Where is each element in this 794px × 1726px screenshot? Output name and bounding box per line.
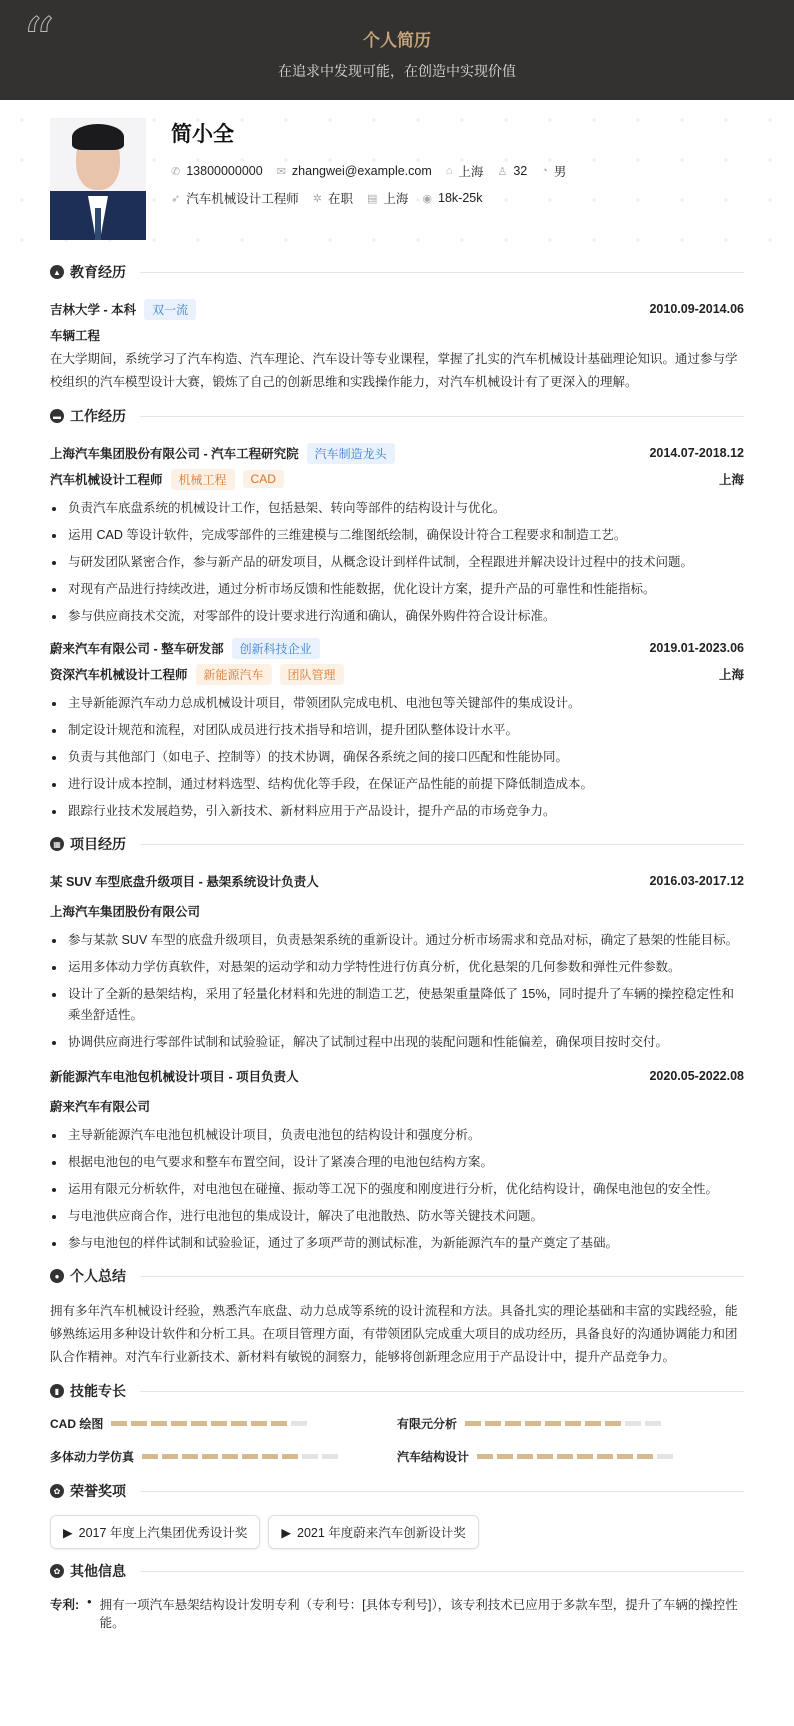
briefcase-icon: ▬: [50, 409, 64, 423]
quote-icon: “: [22, 5, 55, 79]
skill-item: [50, 1448, 397, 1465]
work-city: 上海: [718, 668, 744, 682]
list-item: 运用多体动力学仿真软件，对悬架的运动学和动力学特性进行仿真分析，优化悬架的几何参数和弹性元件参数。: [50, 957, 744, 978]
page-subtitle: 在追求中发现可能，在创造中实现价值: [278, 63, 516, 79]
skill-level-segment: [497, 1454, 513, 1459]
summary-text: 拥有多年汽车机械设计经验，熟悉汽车底盘、动力总成等系统的设计流程和方法。具备扎实的理论基础和丰富的实践经验，能够熟练运用多种设计软件和分析工具。在项目管理方面，有带领团队完成重大项目的成功经历，具备良好的沟通协调能力和团队合作精神。对汽车行业新技术、新材料有敏锐的洞察力，能够将创新理念应用于产品设计中，提升产品竞争力。: [50, 1304, 738, 1364]
target-position: 汽车机械设计工程师: [186, 192, 299, 206]
user-icon: ●: [50, 1269, 64, 1283]
triangle-icon: ▶: [63, 1525, 73, 1540]
skill-level-segment: [242, 1454, 258, 1459]
award-icon: ✿: [50, 1484, 64, 1498]
major: 车辆工程: [50, 329, 101, 343]
chart-icon: ▮: [50, 1384, 64, 1398]
work-date: 2019.01-2023.06: [649, 641, 744, 655]
skill-level-segment: [465, 1421, 481, 1426]
gender: 男: [553, 165, 567, 179]
skill-tag: 新能源汽车: [196, 664, 272, 685]
home-icon: ⌂: [445, 165, 453, 177]
list-item: 参与电池包的样件试制和试验验证，通过了多项严苛的测试标准，为新能源汽车的量产奠定了基础。: [50, 1233, 744, 1254]
work-date: 2014.07-2018.12: [649, 446, 744, 460]
info-icon: ✿: [50, 1564, 64, 1578]
skill-level-segment: [477, 1454, 493, 1459]
job-status: 在职: [327, 192, 353, 206]
skill-level-bar: [477, 1454, 673, 1459]
skill-level-segment: [162, 1454, 178, 1459]
page-header: [0, 0, 794, 100]
skill-level-segment: [505, 1421, 521, 1426]
skill-tag: 机械工程: [171, 469, 235, 490]
list-item: 运用有限元分析软件，对电池包在碰撞、振动等工况下的强度和刚度进行分析，优化结构设计，确保电池包的安全性。: [50, 1179, 744, 1200]
section-education: ▲ 教育经历: [50, 262, 744, 282]
skill-level-segment: [557, 1454, 573, 1459]
page-title: 个人简历: [363, 31, 431, 50]
project-date: 2020.05-2022.08: [649, 1069, 744, 1083]
status-icon: ✲: [312, 192, 322, 205]
skill-level-segment: [525, 1421, 541, 1426]
list-item: 协调供应商进行零部件试制和试验验证，解决了试制过程中出现的装配问题和性能偏差，确保项目按时交付。: [50, 1032, 744, 1053]
work-city: 上海: [718, 473, 744, 487]
list-item: 参与某款 SUV 车型的底盘升级项目，负责悬架系统的重新设计。通过分析市场需求和竞品对标，确定了悬架的性能目标。: [50, 930, 744, 951]
list-item: 根据电池包的电气要求和整车布置空间，设计了紧凑合理的电池包结构方案。: [50, 1152, 744, 1173]
company: 上海汽车集团股份有限公司 - 汽车工程研究院: [50, 447, 299, 461]
skill-level-segment: [222, 1454, 238, 1459]
email: zhangwei@example.com: [291, 164, 432, 178]
skill-level-segment: [231, 1421, 247, 1426]
gender-icon: ◔: [541, 165, 548, 177]
project-name: 某 SUV 车型底盘升级项目 - 悬架系统设计负责人: [50, 875, 319, 889]
age: 32: [513, 164, 528, 178]
skill-level-segment: [545, 1421, 561, 1426]
skill-name: 汽车结构设计: [397, 1450, 470, 1464]
skill-level-segment: [202, 1454, 218, 1459]
company: 蔚来汽车有限公司 - 整车研发部: [50, 642, 224, 656]
skill-level-segment: [171, 1421, 187, 1426]
skill-item: [397, 1415, 744, 1432]
triangle-icon: ▶: [281, 1525, 292, 1540]
skill-level-segment: [182, 1454, 198, 1459]
list-item: 主导新能源汽车动力总成机械设计项目，带领团队完成电机、电池包等关键部件的集成设计。: [50, 693, 744, 714]
project-org: 上海汽车集团股份有限公司: [50, 905, 201, 919]
email-icon: ✉: [276, 165, 286, 178]
skill-name: CAD 绘图: [50, 1417, 104, 1431]
skill-level-segment: [282, 1454, 298, 1459]
skill-level-segment: [151, 1421, 167, 1426]
section-awards: ✿ 荣誉奖项: [50, 1481, 744, 1501]
list-item: 对现有产品进行持续改进，通过分析市场反馈和性能数据，优化设计方案，提升产品的可靠性和性能指标。: [50, 579, 744, 600]
job-role: 汽车机械设计工程师: [50, 473, 163, 487]
job-role: 资深汽车机械设计工程师: [50, 668, 188, 682]
skill-level-segment: [637, 1454, 653, 1459]
skill-tag: CAD: [243, 470, 284, 488]
skill-level-segment: [597, 1454, 613, 1459]
list-item: 进行设计成本控制，通过材料选型、结构优化等手段，在保证产品性能的前提下降低制造成本。: [50, 774, 744, 795]
skill-level-segment: [537, 1454, 553, 1459]
project-name: 新能源汽车电池包机械设计项目 - 项目负责人: [50, 1070, 299, 1084]
profile-section: [0, 100, 794, 250]
avatar: [50, 118, 146, 240]
money-icon: ◉: [422, 192, 432, 205]
section-projects: ▦ 项目经历: [50, 834, 744, 854]
other-label: 专利:: [50, 1598, 80, 1612]
list-item: 主导新能源汽车电池包机械设计项目，负责电池包的结构设计和强度分析。: [50, 1125, 744, 1146]
building-icon: ▤: [366, 192, 378, 205]
list-item: 跟踪行业技术发展趋势，引入新技术、新材料应用于产品设计，提升产品的市场竞争力。: [50, 801, 744, 822]
skill-item: [397, 1448, 744, 1465]
phone-icon: ✆: [171, 165, 181, 178]
other-text: 拥有一项汽车悬架结构设计发明专利（专利号：[具体专利号]），该专利技术已应用于多款车型，提升了车辆的操控性能。: [99, 1598, 738, 1630]
award-item: ▶ 2017 年度上汽集团优秀设计奖: [50, 1515, 260, 1549]
school-tag: 双一流: [144, 299, 196, 320]
section-work: ▬ 工作经历: [50, 406, 744, 426]
list-item: 与研发团队紧密合作，参与新产品的研发项目，从概念设计到样件试制，全程跟进并解决设计过程中的技术问题。: [50, 552, 744, 573]
cake-icon: ♙: [497, 165, 508, 178]
skill-level-segment: [517, 1454, 533, 1459]
skill-level-segment: [577, 1454, 593, 1459]
target-city: 上海: [383, 192, 409, 206]
skill-level-segment: [262, 1454, 278, 1459]
list-item: 与电池供应商合作，进行电池包的集成设计，解决了电池散热、防水等关键技术问题。: [50, 1206, 744, 1227]
skill-level-segment: [251, 1421, 267, 1426]
location: 上海: [458, 165, 484, 179]
phone: 13800000000: [186, 164, 263, 178]
skill-level-segment: [322, 1454, 338, 1459]
list-item: 运用 CAD 等设计软件，完成零部件的三维建模与二维图纸绘制，确保设计符合工程要求和制造工艺。: [50, 525, 744, 546]
skill-name: 多体动力学仿真: [50, 1450, 135, 1464]
skill-level-segment: [191, 1421, 207, 1426]
list-item: 制定设计规范和流程，对团队成员进行技术指导和培训，提升团队整体设计水平。: [50, 720, 744, 741]
skill-level-segment: [617, 1454, 633, 1459]
edu-date: 2010.09-2014.06: [649, 302, 744, 316]
salary: 18k-25k: [438, 191, 483, 205]
skill-level-segment: [271, 1421, 287, 1426]
skill-level-segment: [625, 1421, 641, 1426]
skill-level-segment: [131, 1421, 147, 1426]
skill-level-bar: [111, 1421, 307, 1426]
skill-level-segment: [605, 1421, 621, 1426]
company-tag: 汽车制造龙头: [307, 443, 395, 464]
list-item: 负责与其他部门（如电子、控制等）的技术协调，确保各系统之间的接口匹配和性能协同。: [50, 747, 744, 768]
skill-level-segment: [585, 1421, 601, 1426]
grid-icon: ▦: [50, 837, 64, 851]
skill-level-segment: [485, 1421, 501, 1426]
project-org: 蔚来汽车有限公司: [50, 1100, 151, 1114]
skill-item: [50, 1415, 397, 1432]
skill-name: 有限元分析: [397, 1417, 458, 1431]
skill-level-segment: [645, 1421, 661, 1426]
skill-level-segment: [291, 1421, 307, 1426]
section-skills: ▮ 技能专长: [50, 1381, 744, 1401]
send-icon: ➶: [171, 192, 181, 205]
candidate-name: 简小全: [171, 123, 234, 146]
skill-level-segment: [211, 1421, 227, 1426]
graduation-icon: ▲: [50, 265, 64, 279]
skill-tag: 团队管理: [280, 664, 344, 685]
list-item: 负责汽车底盘系统的机械设计工作，包括悬架、转向等部件的结构设计与优化。: [50, 498, 744, 519]
project-date: 2016.03-2017.12: [649, 874, 744, 888]
skill-level-segment: [302, 1454, 318, 1459]
school: 吉林大学 - 本科: [50, 303, 137, 317]
list-item: 参与供应商技术交流，对零部件的设计要求进行沟通和确认，确保外购件符合设计标准。: [50, 606, 744, 627]
skill-level-bar: [465, 1421, 661, 1426]
edu-description: 在大学期间，系统学习了汽车构造、汽车理论、汽车设计等专业课程，掌握了扎实的汽车机械设计基础理论知识。通过参与学校组织的汽车模型设计大赛，锻炼了自己的创新思维和实践操作能力，对汽车机械设计有了更深入的理解。: [50, 352, 738, 389]
award-item: ▶ 2021 年度蔚来汽车创新设计奖: [268, 1515, 478, 1549]
skill-level-segment: [565, 1421, 581, 1426]
skill-level-segment: [111, 1421, 127, 1426]
company-tag: 创新科技企业: [232, 638, 320, 659]
section-other: ✿ 其他信息: [50, 1561, 744, 1581]
skill-level-bar: [142, 1454, 338, 1459]
skill-level-segment: [657, 1454, 673, 1459]
skill-level-segment: [142, 1454, 158, 1459]
list-item: 设计了全新的悬架结构，采用了轻量化材料和先进的制造工艺，使悬架重量降低了 15%，同时提升了车辆的操控稳定性和乘坐舒适性。: [50, 984, 744, 1026]
section-summary: ● 个人总结: [50, 1266, 744, 1286]
